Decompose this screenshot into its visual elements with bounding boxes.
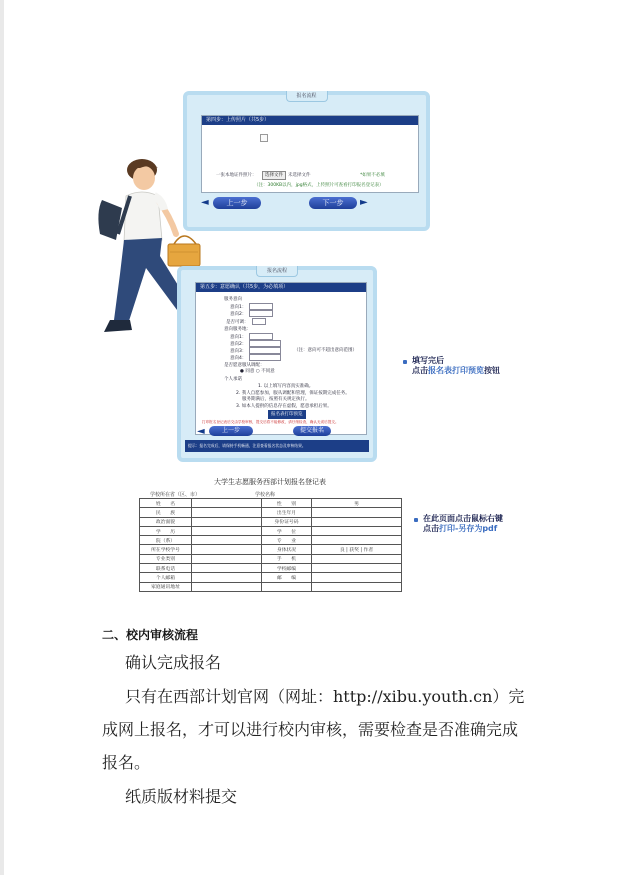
upload-hint: *如果不必填 bbox=[360, 173, 385, 178]
table-row bbox=[140, 508, 402, 517]
panel2-step-title: 第五步：意愿确认（共5步，为必填项） bbox=[196, 283, 366, 292]
panel1-step-title: 第四步：上传照片（共5步） bbox=[202, 116, 418, 125]
table-cell bbox=[192, 499, 262, 508]
table-cell: 学 位 bbox=[262, 526, 312, 535]
table-cell: 男 bbox=[312, 499, 402, 508]
annotation-print-preview: 填写完后 点击报名表打印预览按钮 bbox=[412, 356, 500, 375]
school-name-label: 学校名称 bbox=[255, 492, 276, 498]
panel1-form bbox=[201, 115, 419, 193]
table-cell bbox=[192, 526, 262, 535]
table-cell: 出生年月 bbox=[262, 508, 312, 517]
promise-2: 2. 我人自愿参加，服从调配和管理，保证按期完成任务。 bbox=[236, 391, 350, 396]
table-row bbox=[140, 554, 402, 563]
table-cell: 院（系） bbox=[140, 536, 192, 545]
select-box[interactable] bbox=[252, 318, 266, 325]
panel2-caption: 报名流程 bbox=[256, 266, 298, 277]
region-note: （注：意向可不超出意向范围） bbox=[294, 348, 357, 353]
table-cell bbox=[312, 526, 402, 535]
page-edge bbox=[0, 0, 4, 875]
panel2-form bbox=[195, 282, 367, 435]
table-cell bbox=[312, 582, 402, 591]
registration-title: 大学生志愿服务西部计划报名登记表 bbox=[214, 478, 326, 486]
table-cell bbox=[192, 554, 262, 563]
select-box[interactable] bbox=[249, 347, 281, 354]
upload-note: （注：300KB以内，jpg格式，上传照片可查看打印报名登记表） bbox=[254, 183, 384, 188]
commit-title: 个人承诺 bbox=[224, 377, 242, 382]
panel2-footer bbox=[185, 440, 369, 452]
table-row bbox=[140, 526, 402, 535]
select-box[interactable] bbox=[249, 340, 281, 347]
form-row: 意向2： bbox=[230, 310, 273, 317]
table-cell bbox=[192, 582, 262, 591]
registration-table bbox=[139, 498, 402, 592]
promise-2b: 服务期满后，按照有关规定执行。 bbox=[242, 397, 310, 402]
table-cell: 政治面貌 bbox=[140, 517, 192, 526]
choose-file-button[interactable]: 选择文件 bbox=[262, 171, 286, 180]
question-label: 是否愿意服从调配： bbox=[224, 363, 265, 368]
table-cell bbox=[192, 508, 262, 517]
section-heading: 二、校内审核流程 bbox=[102, 628, 199, 642]
table-cell: 专业类别 bbox=[140, 554, 192, 563]
table-cell: 身体状况 bbox=[262, 545, 312, 554]
table-cell: 民 族 bbox=[140, 508, 192, 517]
table-cell: 家庭通讯地址 bbox=[140, 582, 192, 591]
warning-text: 打印报名登记表后交由学校审核，提交后将不能修改，请仔细检查，确认无误后提交。 bbox=[202, 420, 339, 424]
next-step-button[interactable]: 下一步 bbox=[309, 197, 357, 209]
table-row bbox=[140, 499, 402, 508]
table-row bbox=[140, 536, 402, 545]
intention-screenshot bbox=[177, 266, 377, 462]
broken-image-icon bbox=[260, 134, 268, 142]
paragraph-line1: 只有在西部计划官网（网址：http://xibu.youth.cn）完 bbox=[125, 687, 525, 706]
bullet-icon bbox=[403, 360, 407, 364]
table-cell bbox=[192, 536, 262, 545]
table-row bbox=[140, 545, 402, 554]
form-row: 意向服务地： bbox=[224, 327, 251, 332]
select-box[interactable] bbox=[249, 354, 281, 361]
prev-arrow-icon: ◄ bbox=[201, 197, 209, 208]
table-cell: 姓 名 bbox=[140, 499, 192, 508]
table-cell bbox=[312, 573, 402, 582]
radio-group[interactable]: ● 同意 ○ 不同意 bbox=[240, 369, 275, 374]
table-cell bbox=[192, 564, 262, 573]
print-preview-button[interactable]: 报名表打印预览 bbox=[268, 410, 306, 419]
table-cell bbox=[192, 517, 262, 526]
table-cell: 良 | 获奖 | 作者 bbox=[312, 545, 402, 554]
footer-note: 提示：报名完成后，请保持手机畅通，注意查看报名状态及审核结果。 bbox=[188, 443, 306, 448]
table-cell: 所在学校学号 bbox=[140, 545, 192, 554]
table-cell: 联系电话 bbox=[140, 564, 192, 573]
select-box[interactable] bbox=[249, 333, 273, 340]
table-cell: 学 历 bbox=[140, 526, 192, 535]
table-cell bbox=[312, 554, 402, 563]
table-cell: 邮 编 bbox=[262, 573, 312, 582]
table-cell: 身份证号码 bbox=[262, 517, 312, 526]
paragraph-paper: 纸质版材料提交 bbox=[125, 787, 238, 806]
table-cell bbox=[312, 508, 402, 517]
table-row bbox=[140, 582, 402, 591]
table-row bbox=[140, 517, 402, 526]
select-box[interactable] bbox=[249, 303, 273, 310]
table-cell: 学校邮编 bbox=[262, 564, 312, 573]
paragraph-line2: 成网上报名，才可以进行校内审核，需要检查是否准确完成 bbox=[102, 720, 519, 739]
prev-arrow-icon: ◄ bbox=[197, 426, 205, 437]
table-cell: 手 机 bbox=[262, 554, 312, 563]
annotation-save-pdf: 在此页面点击鼠标右键 点击打印-另存为pdf bbox=[423, 514, 503, 533]
table-cell: 专 业 bbox=[262, 536, 312, 545]
upload-label: 一张本地证件照片： bbox=[216, 173, 257, 178]
prev-step-button[interactable]: 上一步 bbox=[213, 197, 261, 209]
upload-photo-screenshot bbox=[183, 91, 430, 231]
table-cell bbox=[312, 536, 402, 545]
prev-step-button[interactable]: 上一步 bbox=[209, 426, 253, 436]
table-cell: 性 别 bbox=[262, 499, 312, 508]
table-cell bbox=[192, 545, 262, 554]
school-location-label: 学校所在省（区、市） bbox=[150, 492, 201, 498]
promise-1: 1. 以上填写内容真实准确。 bbox=[258, 384, 314, 389]
form-row: 意向1： bbox=[230, 303, 273, 310]
paragraph-confirm: 确认完成报名 bbox=[125, 653, 222, 672]
next-arrow-icon: ► bbox=[360, 197, 368, 208]
table-cell bbox=[312, 517, 402, 526]
select-box[interactable] bbox=[249, 310, 273, 317]
section-title: 服务意向 bbox=[224, 297, 242, 302]
bullet-icon bbox=[414, 518, 418, 522]
table-cell: 个人邮箱 bbox=[140, 573, 192, 582]
promise-3: 3. 如本人提供的信息存在虚假，愿意承担后果。 bbox=[236, 404, 332, 409]
table-cell bbox=[262, 582, 312, 591]
form-row: 意向4： bbox=[230, 354, 281, 361]
table-cell bbox=[312, 564, 402, 573]
panel1-caption: 报名流程 bbox=[285, 91, 327, 102]
table-cell bbox=[192, 573, 262, 582]
form-row: 意向1： bbox=[230, 333, 273, 340]
table-row bbox=[140, 564, 402, 573]
no-file-text: 未选择文件 bbox=[288, 173, 311, 178]
table-row bbox=[140, 573, 402, 582]
form-row: 意向2： bbox=[230, 340, 281, 347]
paragraph-line3: 报名。 bbox=[102, 753, 151, 772]
form-row: 是否可调： bbox=[226, 318, 266, 325]
submit-button[interactable]: 提交报名 bbox=[293, 426, 331, 436]
form-row: 意向3： bbox=[230, 347, 281, 354]
